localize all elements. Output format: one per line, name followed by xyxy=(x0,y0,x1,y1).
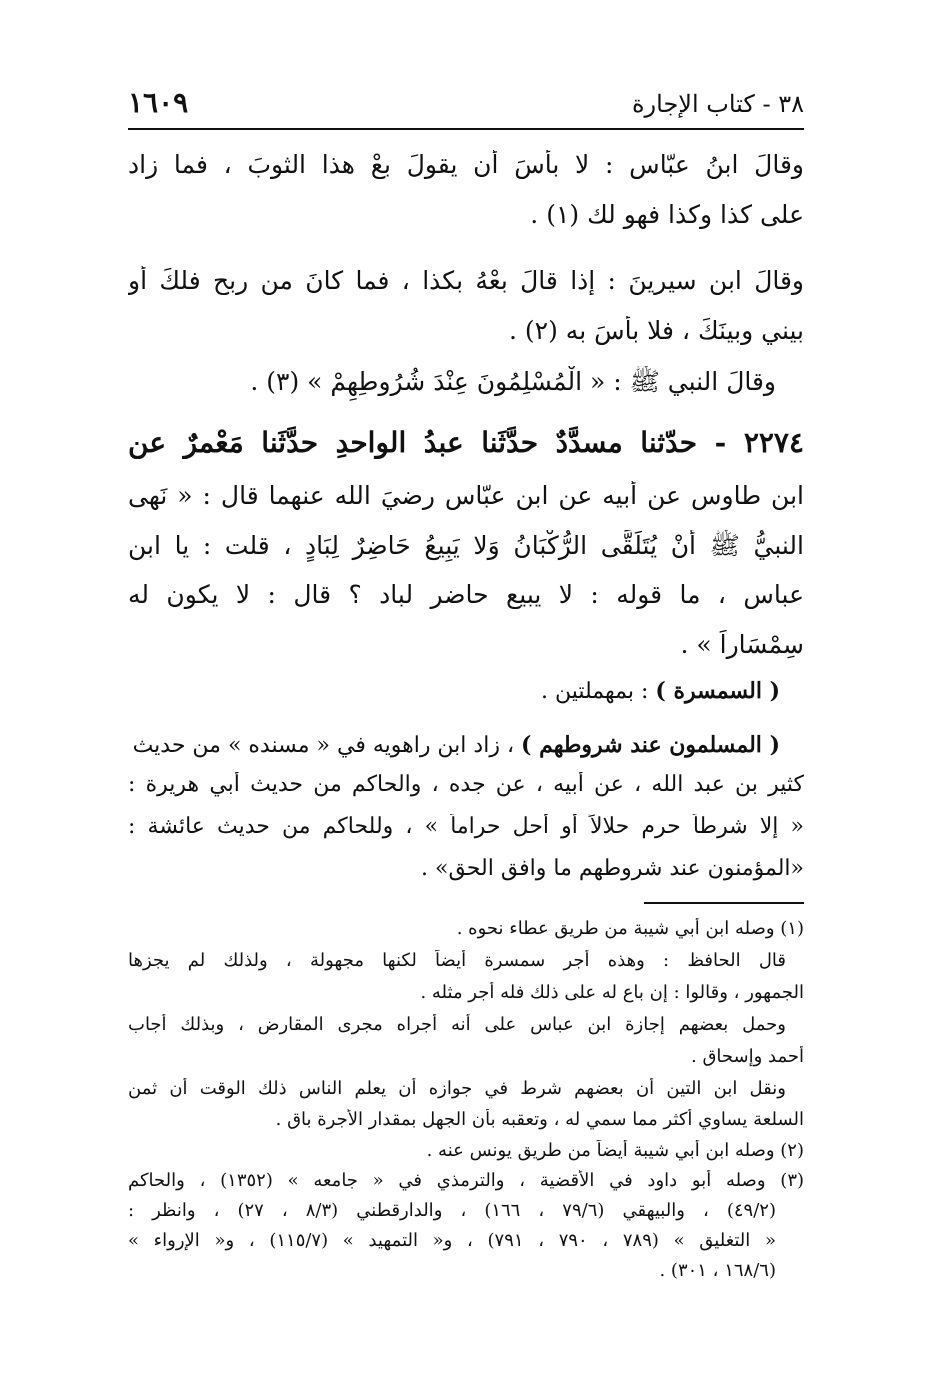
footnote-line: (٣) وصله أبو داود في الأقضية ، والترمذي في « جامعه » (١٣٥٢) ، والحاكم xyxy=(128,1170,804,1191)
body-line: سِمْسَاراً » . xyxy=(680,630,804,659)
page-header xyxy=(128,86,804,122)
footnote-line: (١) وصله ابن أبي شيبة من طريق عطاء نحوه . xyxy=(456,918,804,939)
footnote-line: (١٦٨/٦ ، ٣٠١) . xyxy=(659,1260,776,1281)
body-line: ابنِ طاوسٍ عن أبيه عن ابنِ عبّاسٍ رضيَ الله عنهما قال : « نَهى xyxy=(128,481,804,510)
commentary-term: ( المسلمون عند شروطهم ) xyxy=(521,732,780,758)
commentary-line: «المؤمنون عند شروطهم ما وافق الحق» . xyxy=(421,856,804,881)
hadith-heading-line: ٢٢٧٤ - حدّثنا مسدَّدٌ حدَّثَنا عبدُ الواحدِ حدَّثَنا مَعْمرٌ عن xyxy=(128,426,804,459)
body-line: بيني وبينَكَ ، فلا بأسَ به (٢) . xyxy=(509,316,804,345)
footnote-line: ونقل ابن التين أن بعضهم شرط في جوازه أن يعلم الناس ذلك الوقت أن ثمن xyxy=(128,1078,786,1099)
body-line: وقالَ ابن سيرينَ : إذا قالَ بعْهُ بكذا ، فما كانَ من ربحٍ فلكَ أو xyxy=(128,266,804,295)
footnote-line: (٤٩/٢) ، والبيهقي (٧٩/٦ ، ١٦٦) ، والدارقطني (٨/٣ ، ٢٧) ، وانظر : xyxy=(128,1200,776,1221)
footnote-rule xyxy=(644,902,804,904)
footnote-line: (٢) وصله ابن أبي شيبة أيضاً من طريق يونس عنه . xyxy=(426,1140,804,1161)
commentary-line xyxy=(128,678,780,704)
body-line: وقالَ ابنُ عبّاسٍ : لا بأسَ أن يقولَ بعْ هذا الثوبَ ، فما زاد xyxy=(128,150,804,179)
commentary-text: ، زاد ابن راهويه في « مسنده » من حديث xyxy=(132,733,522,758)
running-title: ٣٨ - كتاب الإجارة xyxy=(631,90,804,118)
commentary-line: كثير بن عبد الله ، عن أبيه ، عن جده ، والحاكم من حديث أبي هريرة : xyxy=(128,772,804,797)
commentary-term: ( السمسرة ) xyxy=(655,678,780,704)
commentary-line xyxy=(128,732,780,758)
header-rule xyxy=(128,128,804,130)
body-line: عباس ، ما قوله : لا يبيع حاضر لباد ؟ قال : لا يكون له xyxy=(128,580,804,609)
footnote-line: وحمل بعضهم إجازة ابن عباس على أنه أجراه مجرى المقارض ، وبذلك أجاب xyxy=(128,1014,786,1035)
body-line: على كذا وكذا فهو لك (١) . xyxy=(530,200,804,229)
footnote-line: الجمهور ، وقالوا : إن باع له على ذلك فله أجر مثله . xyxy=(420,982,804,1003)
body-line: النبيُّ ﷺ أَنْ يُتَلَقَّى الرُّكْبَانُ وَلا يَبِيعُ حَاضِرٌ لِبَادٍ ، قلت : يا ابن xyxy=(128,531,804,560)
commentary-text: : بمهملتين . xyxy=(541,679,656,704)
page-number: ١٦٠٩ xyxy=(128,86,189,119)
footnote-line: « التغليق » (٧٨٩ ، ٧٩٠ ، ٧٩١) ، و« التمهيد » (١١٥/٧) ، و« الإرواء » xyxy=(128,1230,776,1251)
footnote-line: السلعة يساوي أكثر مما سمي له ، وتعقبه بأن الجهل بمقدار الأجرة باق . xyxy=(275,1109,804,1130)
footnote-line: أحمد وإسحاق . xyxy=(691,1046,804,1067)
commentary-line: « إلا شرطاً حرم حلالاً أو أحل حراماً » ، وللحاكم من حديث عائشة : xyxy=(128,814,804,839)
body-line: وقالَ النبي ﷺ : « الْمُسْلِمُونَ عِنْدَ شُرُوطِهِمْ » (٣) . xyxy=(250,367,776,396)
footnote-line: قال الحافظ : وهذه أجر سمسرة أيضاً لكنها مجهولة ، ولذلك لم يجزها xyxy=(128,950,786,971)
